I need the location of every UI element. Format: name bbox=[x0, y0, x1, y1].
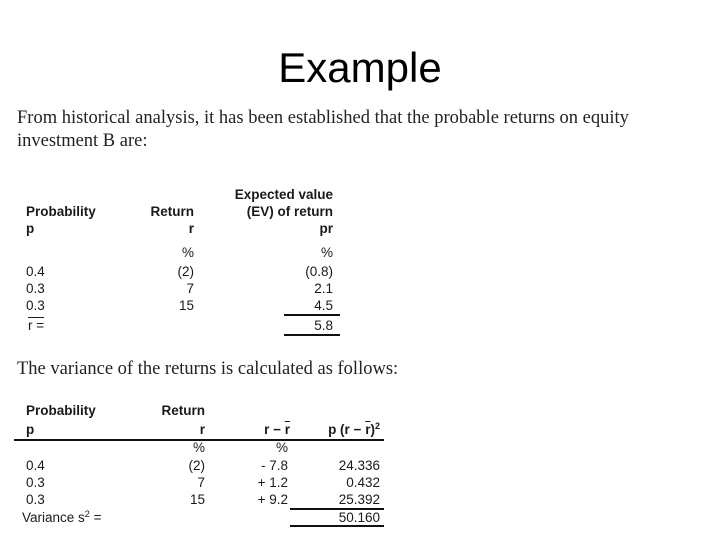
table2-row-3-r: 15 bbox=[189, 492, 205, 507]
squared-header-close: ) bbox=[370, 422, 375, 437]
table2-row-3-p: 0.3 bbox=[26, 492, 45, 507]
return-header: Return bbox=[150, 204, 194, 219]
slide-title: Example bbox=[278, 44, 442, 91]
variance-label-text: Variance s bbox=[22, 510, 85, 525]
unit-return-2: % bbox=[192, 440, 205, 455]
table-row-3-pr: 4.5 bbox=[314, 298, 333, 313]
table2-row-1-dev: - 7.8 bbox=[260, 458, 288, 473]
variance-equals: = bbox=[93, 510, 102, 525]
table2-row-1-p: 0.4 bbox=[26, 458, 45, 473]
variance-caption: The variance of the returns is calculated as follows: bbox=[17, 359, 399, 379]
table-row-1-pr: (0.8) bbox=[305, 264, 333, 279]
mean-label-text: r = bbox=[28, 318, 45, 333]
table-row-2-pr: 2.1 bbox=[314, 281, 333, 296]
table2-row-2-sq: 0.432 bbox=[346, 475, 380, 490]
variance-rule-bottom bbox=[290, 525, 384, 527]
table-row-2-p: 0.3 bbox=[26, 281, 45, 296]
ev-header-line2: (EV) of return bbox=[246, 204, 333, 219]
variance-label bbox=[22, 510, 101, 526]
symbol-r-2: r bbox=[199, 422, 205, 437]
table-row-3-r: 15 bbox=[178, 298, 194, 313]
squared-header-rbar: $\overline{r}$ bbox=[365, 422, 371, 437]
table2-row-2-p: 0.3 bbox=[26, 475, 45, 490]
table-row-1-r: (2) bbox=[177, 264, 194, 279]
table2-row-3-sq: 25.392 bbox=[338, 492, 380, 507]
squared-header-a: p (r − bbox=[328, 422, 362, 437]
symbol-p: p bbox=[26, 221, 35, 236]
mean-value: 5.8 bbox=[314, 318, 333, 333]
sum-rule-bottom bbox=[284, 334, 340, 336]
table2-row-2-r: 7 bbox=[197, 475, 205, 490]
table-row-3-p: 0.3 bbox=[26, 298, 45, 313]
table2-row-2-dev: + 1.2 bbox=[257, 475, 288, 490]
ev-header-line1: Expected value bbox=[234, 187, 333, 202]
intro-text: From historical analysis, it has been established that the probable returns on equity investment B are: bbox=[17, 108, 629, 151]
mean-label bbox=[28, 318, 44, 334]
variance-label-exponent: 2 bbox=[84, 509, 90, 519]
table2-row-3-dev: + 9.2 bbox=[257, 492, 288, 507]
deviation-header-rbar: $\overline{r}$ bbox=[284, 422, 290, 437]
table-row-2-r: 7 bbox=[186, 281, 194, 296]
table2-row-1-r: (2) bbox=[188, 458, 205, 473]
probability-header: Probability bbox=[26, 204, 96, 219]
probability-header-2: Probability bbox=[26, 403, 96, 418]
unit-deviation: % bbox=[275, 440, 288, 455]
symbol-p-2: p bbox=[26, 422, 35, 437]
symbol-pr: pr bbox=[319, 221, 333, 236]
unit-return: % bbox=[181, 245, 194, 260]
unit-ev: % bbox=[320, 245, 333, 260]
return-header-2: Return bbox=[161, 403, 205, 418]
variance-value: 50.160 bbox=[338, 510, 380, 525]
squared-header-exponent: 2 bbox=[374, 421, 380, 431]
table2-row-1-sq: 24.336 bbox=[338, 458, 380, 473]
deviation-header-a: r − bbox=[264, 422, 281, 437]
deviation-header bbox=[220, 422, 290, 438]
squared-deviation-header bbox=[290, 422, 380, 438]
symbol-r: r bbox=[188, 221, 194, 236]
sum-rule-top bbox=[284, 314, 340, 316]
table-row-1-p: 0.4 bbox=[26, 264, 45, 279]
